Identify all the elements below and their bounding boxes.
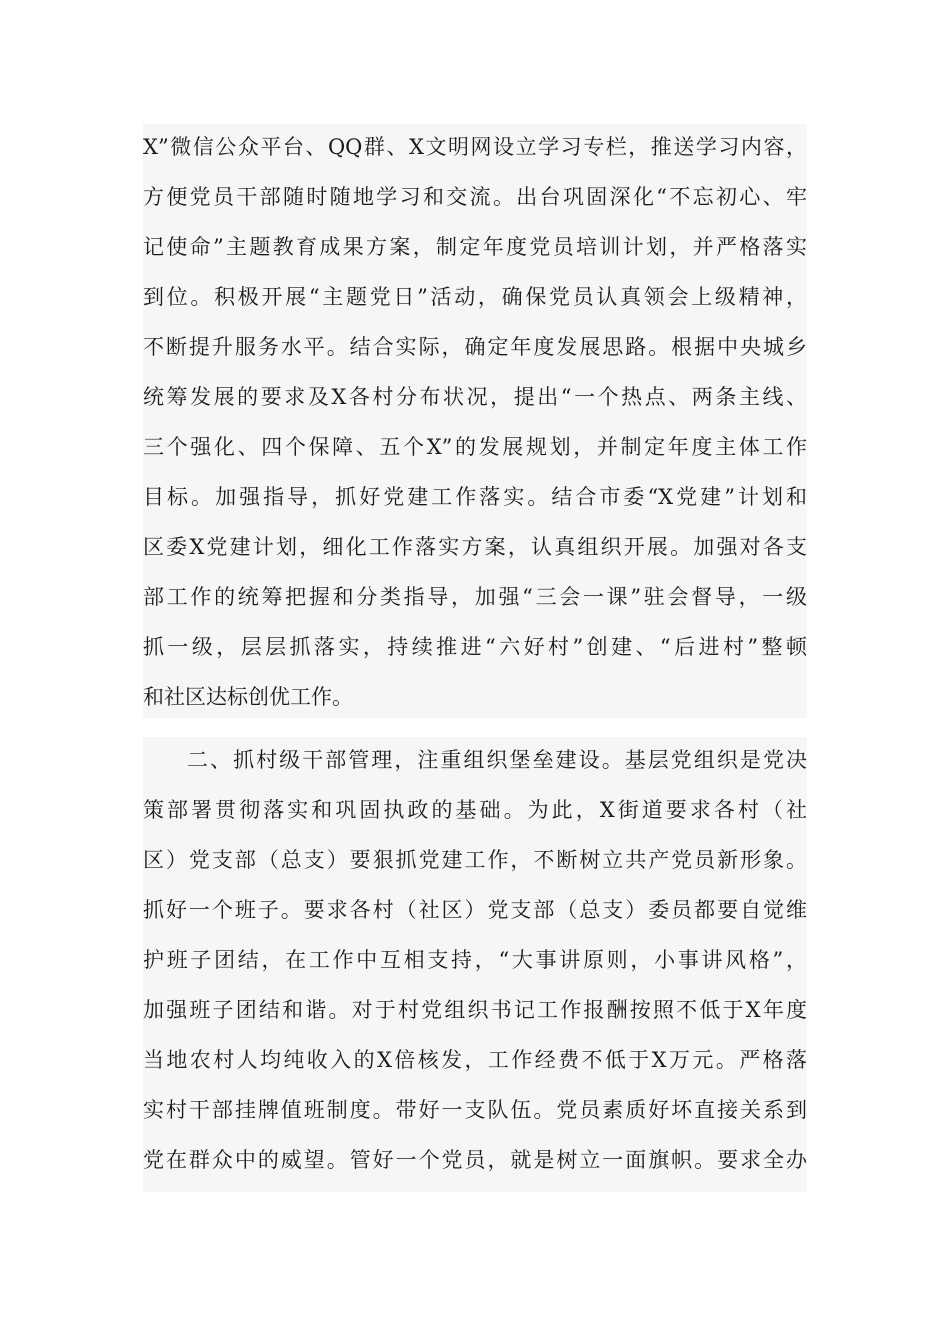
paragraph-line: 到位。积极开展“主题党日”活动，确保党员认真领会上级精神，	[143, 285, 807, 309]
paragraph-line: 当地农村人均纯收入的X倍核发，工作经费不低于X万元。严格落	[143, 1048, 807, 1072]
paragraph-line: 区）党支部（总支）要狠抓党建工作，不断树立共产党员新形象。	[143, 848, 807, 872]
paragraph-line: 目标。加强指导，抓好党建工作落实。结合市委“X党建”计划和	[143, 485, 807, 509]
paragraph-2	[143, 737, 807, 1192]
paragraph-line: 党在群众中的威望。管好一个党员，就是树立一面旗帜。要求全办	[143, 1148, 807, 1172]
paragraph-line: 统筹发展的要求及X各村分布状况，提出“一个热点、两条主线、	[143, 385, 807, 409]
paragraph-line: 部工作的统筹把握和分类指导，加强“三会一课”驻会督导，一级	[143, 585, 807, 609]
paragraph-line: 抓好一个班子。要求各村（社区）党支部（总支）委员都要自觉维	[143, 898, 807, 922]
paragraph-line: 护班子团结，在工作中互相支持，“大事讲原则，小事讲风格”，	[143, 948, 807, 972]
paragraph-1	[143, 124, 807, 718]
paragraph-line: 和社区达标创优工作。	[143, 685, 353, 709]
paragraph-line: 加强班子团结和谐。对于村党组织书记工作报酬按照不低于X年度	[143, 998, 807, 1022]
paragraph-line: 方便党员干部随时随地学习和交流。出台巩固深化“不忘初心、牢	[143, 185, 807, 209]
paragraph-line: 不断提升服务水平。结合实际，确定年度发展思路。根据中央城乡	[143, 335, 807, 359]
paragraph-line: 策部署贯彻落实和巩固执政的基础。为此，X街道要求各村（社	[143, 798, 807, 822]
paragraph-line: 二、抓村级干部管理，注重组织堡垒建设。基层党组织是党决	[187, 748, 807, 772]
paragraph-line: 区委X党建计划，细化工作落实方案，认真组织开展。加强对各支	[143, 535, 807, 559]
paragraph-line: 三个强化、四个保障、五个X”的发展规划，并制定年度主体工作	[143, 435, 807, 459]
paragraph-line: 记使命”主题教育成果方案，制定年度党员培训计划，并严格落实	[143, 235, 807, 259]
paragraph-line: X”微信公众平台、QQ群、X文明网设立学习专栏，推送学习内容，	[143, 135, 807, 159]
paragraph-line: 抓一级，层层抓落实，持续推进“六好村”创建、“后进村”整顿	[143, 635, 807, 659]
paragraph-line: 实村干部挂牌值班制度。带好一支队伍。党员素质好坏直接关系到	[143, 1098, 807, 1122]
